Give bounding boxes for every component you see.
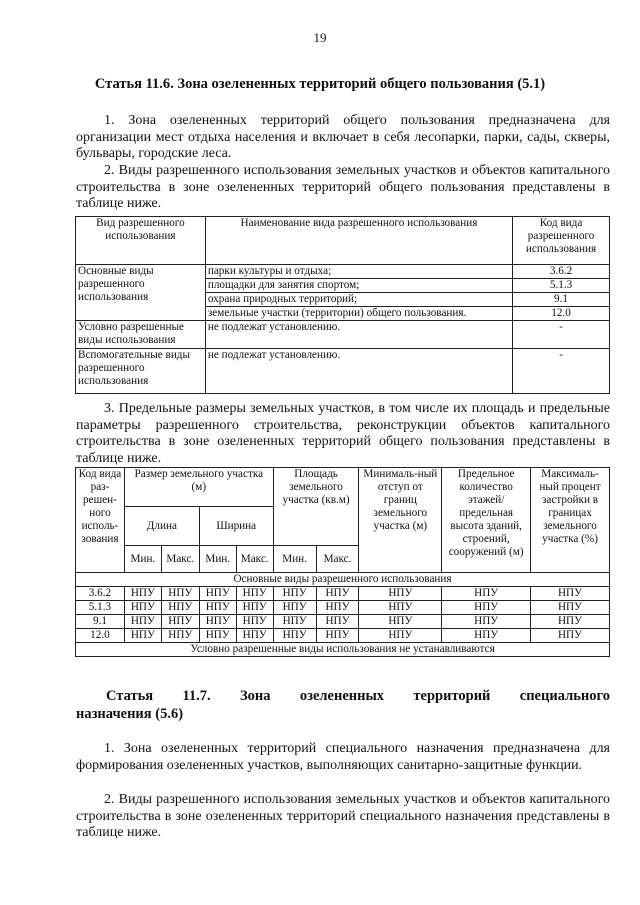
t2-cell-value: НПУ <box>442 601 531 615</box>
article-11-7-title-line-2: назначения (5.6) <box>76 706 184 722</box>
t1-row-name: охрана природных территорий; <box>205 293 512 307</box>
article-11-6-paragraph-2: 2. Виды разрешенного использования земельных участков и объектов капитального строительства в зоне озелененных территорий общего пользования представлены в таблице ниже. <box>76 163 610 211</box>
t2-cell-value: НПУ <box>531 629 610 643</box>
t2-cell-value: НПУ <box>199 629 236 643</box>
t1-row-code: 5.1.3 <box>513 279 610 293</box>
t2-cell-value: НПУ <box>161 629 199 643</box>
t2-cell-value: НПУ <box>124 587 161 601</box>
t1-auxiliary-label: Вспомогательные виды разрешенного использования <box>76 349 206 394</box>
t2-header-area-max: Макс. <box>316 546 359 573</box>
t2-cell-value: НПУ <box>199 615 236 629</box>
t2-header-length: Длина <box>124 507 199 546</box>
t1-row-name: парки культуры и отдыха; <box>205 265 512 279</box>
t2-cell-value: НПУ <box>359 615 442 629</box>
t1-header-code: Код вида разрешенного использования <box>513 217 610 265</box>
t1-header-name: Наименование вида разрешенного использования <box>205 217 512 265</box>
article-11-6-title: Статья 11.6. Зона озелененных территорий общего пользования (5.1) <box>94 76 546 92</box>
t2-header-width: Ширина <box>199 507 273 546</box>
t1-row-name: земельные участки (территории) общего пользования. <box>205 307 512 321</box>
t2-cell-value: НПУ <box>359 587 442 601</box>
t2-cell-value: НПУ <box>442 629 531 643</box>
t2-header-floors: Предельное количество этажей/ предельная высота зданий, строений, сооружений (м) <box>442 468 531 573</box>
parameters-table <box>75 467 610 657</box>
t2-header-width-min: Мин. <box>199 546 236 573</box>
t2-cell-value: НПУ <box>531 601 610 615</box>
t2-header-setback: Минималь-ный отступ от границ земельного участка (м) <box>359 468 442 573</box>
t2-cell-value: НПУ <box>316 601 359 615</box>
article-11-7-paragraph-1: 1. Зона озелененных территорий специального назначения предназначена для формирования озелененных участков, выполняющих санитарно-защитные функции. <box>76 741 610 773</box>
t2-cell-value: НПУ <box>273 601 316 615</box>
t1-auxiliary-code: - <box>513 349 610 394</box>
t1-row-code: 3.6.2 <box>513 265 610 279</box>
t2-cell-value: НПУ <box>316 629 359 643</box>
t2-cell-value: НПУ <box>236 629 273 643</box>
t2-header-width-max: Макс. <box>236 546 273 573</box>
t2-header-length-max: Макс. <box>161 546 199 573</box>
t2-cell-value: НПУ <box>199 587 236 601</box>
article-11-6-paragraph-3: 3. Предельные размеры земельных участков, в том числе их площадь и предельные параметры разрешенного строительства, реконструкции объектов капитального строительства в зоне озелененных территорий общего пользования представлены в таблице ниже. <box>76 401 610 466</box>
t2-header-code: Код вида раз-решен-ного исполь-зования <box>76 468 125 573</box>
t1-conditional-name: не подлежат установлению. <box>205 321 512 349</box>
t2-cell-code: 5.1.3 <box>76 601 125 615</box>
t2-header-size: Размер земельного участка (м) <box>124 468 273 507</box>
t2-cell-value: НПУ <box>442 587 531 601</box>
t1-conditional-code: - <box>513 321 610 349</box>
t2-header-area: Площадь земельного участка (кв.м) <box>273 468 359 546</box>
t1-row-code: 12.0 <box>513 307 610 321</box>
t1-row-name: площадки для занятия спортом; <box>205 279 512 293</box>
t2-cell-value: НПУ <box>359 601 442 615</box>
permitted-use-table <box>75 216 610 394</box>
t2-header-length-min: Мин. <box>124 546 161 573</box>
t2-cell-value: НПУ <box>236 601 273 615</box>
t2-data-row <box>76 587 610 601</box>
t2-cell-value: НПУ <box>316 615 359 629</box>
article-11-6-paragraph-1: 1. Зона озелененных территорий общего пользования предназначена для организации мест отдыха населения и включает в себя лесопарки, парки, сады, скверы, бульвары, городские леса. <box>76 113 610 161</box>
t2-header-coverage: Максималь-ный процент застройки в границах земельного участка (%) <box>531 468 610 573</box>
t2-footer: Условно разрешенные виды использования не устанавливаются <box>76 643 610 657</box>
t2-cell-code: 3.6.2 <box>76 587 125 601</box>
t2-data-row <box>76 615 610 629</box>
article-11-7-paragraph-2: 2. Виды разрешенного использования земельных участков и объектов капитального строительства в зоне озелененных территорий специального назначения представлены в таблице ниже. <box>76 792 610 840</box>
t2-cell-value: НПУ <box>236 587 273 601</box>
t2-cell-value: НПУ <box>124 601 161 615</box>
t2-cell-value: НПУ <box>273 587 316 601</box>
t2-cell-value: НПУ <box>442 615 531 629</box>
t2-cell-value: НПУ <box>273 629 316 643</box>
t2-cell-value: НПУ <box>316 587 359 601</box>
t2-cell-value: НПУ <box>273 615 316 629</box>
t2-cell-value: НПУ <box>161 587 199 601</box>
t2-data-row <box>76 629 610 643</box>
t1-main-label: Основные виды разрешенного использования <box>76 265 206 321</box>
t2-cell-value: НПУ <box>161 615 199 629</box>
t1-conditional-label: Условно разрешенные виды использования <box>76 321 206 349</box>
t2-cell-value: НПУ <box>531 615 610 629</box>
t2-section-main: Основные виды разрешенного использования <box>76 573 610 587</box>
t2-cell-value: НПУ <box>359 629 442 643</box>
page-number: 19 <box>313 30 327 45</box>
t2-cell-value: НПУ <box>161 601 199 615</box>
t2-cell-value: НПУ <box>124 629 161 643</box>
t1-row-code: 9.1 <box>513 293 610 307</box>
article-11-7-title-line-1: Статья 11.7. Зона озелененных территорий специального <box>106 688 610 704</box>
t2-cell-code: 12.0 <box>76 629 125 643</box>
t1-header-type: Вид разрешенного использования <box>76 217 206 265</box>
t2-cell-value: НПУ <box>199 601 236 615</box>
t1-auxiliary-name: не подлежат установлению. <box>205 349 512 394</box>
t2-cell-value: НПУ <box>236 615 273 629</box>
t2-cell-value: НПУ <box>531 587 610 601</box>
t2-cell-value: НПУ <box>124 615 161 629</box>
t2-data-row <box>76 601 610 615</box>
t2-header-area-min: Мин. <box>273 546 316 573</box>
t2-cell-code: 9.1 <box>76 615 125 629</box>
